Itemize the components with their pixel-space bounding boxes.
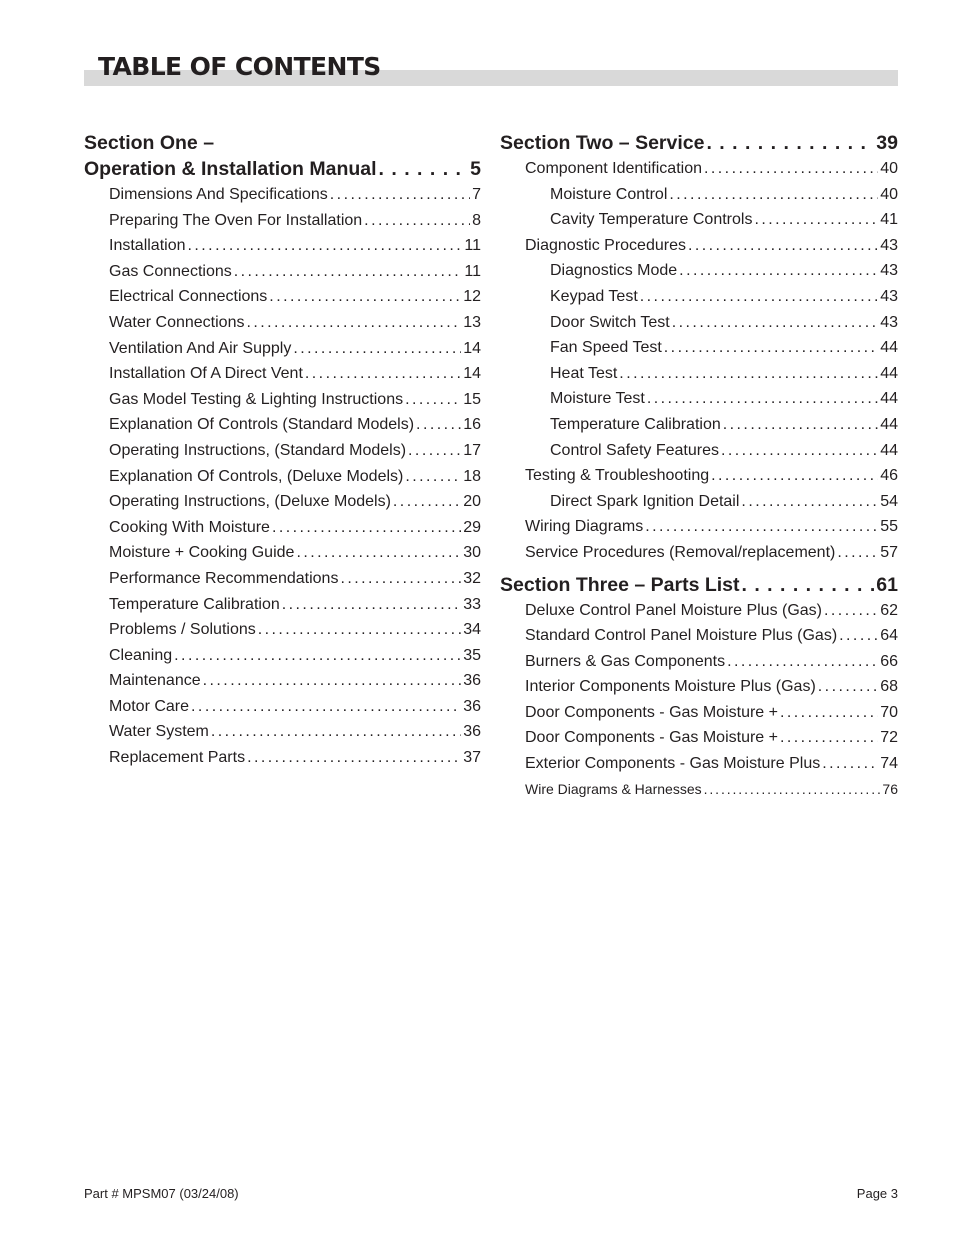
toc-entry-page: 43 bbox=[880, 262, 898, 280]
toc-entry[interactable] bbox=[84, 668, 481, 694]
toc-entry-label: Moisture Control bbox=[550, 185, 668, 203]
toc-entry-page: 54 bbox=[880, 492, 898, 510]
toc-entry[interactable] bbox=[500, 514, 898, 540]
toc-entry-page: 12 bbox=[463, 288, 481, 306]
dot-leader bbox=[664, 335, 878, 361]
toc-entry-page: 34 bbox=[463, 621, 481, 639]
toc-entry-page: 44 bbox=[880, 415, 898, 433]
section-one-heading-line1: Section One – bbox=[84, 132, 215, 154]
toc-entry-label: Motor Care bbox=[109, 697, 190, 715]
dot-leader bbox=[379, 156, 469, 182]
dot-leader bbox=[330, 182, 470, 208]
toc-entry-page: 41 bbox=[880, 211, 898, 229]
dot-leader bbox=[282, 592, 461, 618]
dot-leader bbox=[293, 336, 461, 362]
dot-leader bbox=[211, 719, 461, 745]
toc-entry[interactable] bbox=[84, 464, 481, 490]
dot-leader bbox=[247, 745, 461, 771]
toc-subentry[interactable] bbox=[500, 182, 898, 208]
toc-entry-label: Component Identification bbox=[525, 160, 702, 177]
dot-leader bbox=[706, 130, 874, 156]
toc-entry-label: Electrical Connections bbox=[109, 288, 268, 306]
toc-entry[interactable] bbox=[500, 540, 898, 566]
toc-entry-label: Temperature Calibration bbox=[550, 415, 721, 433]
toc-entry[interactable] bbox=[500, 700, 898, 726]
toc-entry[interactable] bbox=[84, 694, 481, 720]
toc-entry-label: Explanation Of Controls, (Deluxe Models) bbox=[109, 467, 404, 485]
toc-entry-page: 55 bbox=[880, 518, 898, 536]
toc-entry-page: 43 bbox=[880, 313, 898, 331]
section-one-heading[interactable] bbox=[84, 156, 481, 182]
toc-entry-page: 62 bbox=[880, 601, 898, 619]
toc-entry[interactable] bbox=[500, 598, 898, 624]
toc-left-column bbox=[84, 130, 481, 771]
dot-leader bbox=[780, 700, 878, 726]
toc-entry-page: 17 bbox=[463, 441, 481, 459]
dot-leader bbox=[780, 725, 878, 751]
toc-entry[interactable] bbox=[84, 719, 481, 745]
toc-entry-label: Explanation Of Controls (Standard Models) bbox=[109, 416, 415, 434]
dot-leader bbox=[754, 207, 878, 233]
toc-entry-label: Direct Spark Ignition Detail bbox=[550, 492, 740, 510]
toc-entry[interactable] bbox=[84, 233, 481, 259]
toc-entry[interactable] bbox=[84, 438, 481, 464]
toc-subentry[interactable] bbox=[500, 335, 898, 361]
toc-entry-label: Operating Instructions, (Standard Models) bbox=[109, 441, 407, 459]
toc-entry-page: 44 bbox=[880, 364, 898, 382]
section-three-title: Section Three – Parts List bbox=[500, 573, 740, 596]
toc-entry-label: Cavity Temperature Controls bbox=[550, 211, 753, 229]
dot-leader bbox=[619, 361, 878, 387]
toc-entry-page: 64 bbox=[880, 627, 898, 645]
dot-leader bbox=[305, 361, 461, 387]
toc-entry-page: 46 bbox=[880, 467, 898, 485]
dot-leader bbox=[824, 598, 878, 624]
toc-entry-page: 18 bbox=[463, 467, 481, 485]
toc-entry-label: Water System bbox=[109, 723, 209, 741]
toc-entry[interactable] bbox=[500, 777, 898, 803]
toc-entry-page: 36 bbox=[463, 723, 481, 741]
dot-leader bbox=[416, 412, 461, 438]
dot-leader bbox=[688, 233, 878, 259]
toc-entry-label: Deluxe Control Panel Moisture Plus (Gas) bbox=[525, 601, 823, 619]
toc-entry-page: 57 bbox=[880, 543, 898, 561]
toc-entry[interactable] bbox=[500, 674, 898, 700]
dot-leader bbox=[269, 284, 461, 310]
toc-entry-label: Diagnostics Mode bbox=[550, 262, 678, 280]
dot-leader bbox=[704, 777, 881, 803]
toc-entry-page: 43 bbox=[880, 236, 898, 254]
toc-entry-page: 37 bbox=[463, 749, 481, 767]
dot-leader bbox=[704, 156, 878, 182]
toc-entry-label: Gas Model Testing & Lighting Instructions bbox=[109, 390, 404, 408]
toc-entry[interactable] bbox=[84, 208, 481, 234]
toc-entry-label: Preparing The Oven For Installation bbox=[109, 211, 363, 229]
toc-entry-label: Problems / Solutions bbox=[109, 621, 256, 639]
toc-entry-label: Temperature Calibration bbox=[109, 595, 280, 613]
toc-entry-label: Installation bbox=[109, 237, 186, 255]
dot-leader bbox=[174, 643, 461, 669]
toc-entry[interactable] bbox=[84, 515, 481, 541]
dot-leader bbox=[669, 182, 878, 208]
toc-entry-label: Burners & Gas Components bbox=[525, 652, 726, 670]
toc-entry-page: 35 bbox=[463, 646, 481, 664]
toc-entry[interactable] bbox=[500, 156, 898, 182]
toc-entry[interactable] bbox=[500, 233, 898, 259]
toc-entry[interactable] bbox=[500, 751, 898, 777]
toc-entry-label: Gas Connections bbox=[109, 262, 232, 280]
toc-entry-page: 13 bbox=[463, 313, 481, 331]
toc-entry-page: 11 bbox=[464, 262, 481, 280]
toc-entry-label: Standard Control Panel Moisture Plus (Gas) bbox=[525, 627, 838, 645]
dot-leader bbox=[405, 464, 461, 490]
toc-entry-label: Wire Diagrams & Harnesses bbox=[525, 780, 702, 797]
toc-entry-page: 70 bbox=[880, 703, 898, 721]
dot-leader bbox=[839, 623, 878, 649]
dot-leader bbox=[296, 540, 461, 566]
toc-entry-page: 30 bbox=[463, 544, 481, 562]
dot-leader bbox=[672, 310, 878, 336]
toc-entry-label: Wiring Diagrams bbox=[525, 518, 644, 536]
toc-entry[interactable] bbox=[84, 284, 481, 310]
toc-entry-page: 32 bbox=[463, 569, 481, 587]
toc-entry-label: Service Procedures (Removal/replacement) bbox=[525, 543, 836, 561]
toc-entry[interactable] bbox=[84, 336, 481, 362]
dot-leader bbox=[393, 489, 461, 515]
dot-leader bbox=[340, 566, 461, 592]
toc-entry-page: 14 bbox=[463, 365, 481, 383]
toc-subentry[interactable] bbox=[500, 386, 898, 412]
section-two-heading[interactable] bbox=[500, 130, 898, 156]
toc-entry-page: 76 bbox=[882, 780, 898, 797]
dot-leader bbox=[234, 259, 463, 285]
toc-entry-label: Water Connections bbox=[109, 313, 245, 331]
section-one-page: 5 bbox=[470, 158, 481, 180]
toc-entry-page: 43 bbox=[880, 287, 898, 305]
section-three-heading[interactable] bbox=[500, 572, 898, 598]
toc-entry[interactable] bbox=[500, 725, 898, 751]
toc-entry-page: 68 bbox=[880, 678, 898, 696]
toc-entry[interactable] bbox=[84, 566, 481, 592]
toc-subentry[interactable] bbox=[500, 258, 898, 284]
toc-entry-page: 36 bbox=[463, 697, 481, 715]
dot-leader bbox=[741, 489, 878, 515]
dot-leader bbox=[364, 208, 470, 234]
dot-leader bbox=[742, 572, 875, 598]
dot-leader bbox=[679, 258, 878, 284]
toc-right-column bbox=[500, 130, 898, 802]
dot-leader bbox=[723, 412, 878, 438]
dot-leader bbox=[645, 514, 878, 540]
toc-entry-label: Maintenance bbox=[109, 672, 201, 690]
toc-entry[interactable] bbox=[500, 463, 898, 489]
dot-leader bbox=[818, 674, 878, 700]
toc-subentry[interactable] bbox=[500, 438, 898, 464]
toc-entry-page: 40 bbox=[880, 185, 898, 203]
toc-entry-label: Door Switch Test bbox=[550, 313, 670, 331]
toc-subentry[interactable] bbox=[500, 361, 898, 387]
toc-entry[interactable] bbox=[84, 489, 481, 515]
dot-leader bbox=[647, 386, 878, 412]
toc-entry-label: Keypad Test bbox=[550, 287, 638, 305]
page-title: TABLE OF CONTENTS bbox=[98, 52, 381, 81]
toc-subentry[interactable] bbox=[500, 310, 898, 336]
toc-entry-label: Testing & Troubleshooting bbox=[525, 467, 710, 485]
toc-entry-label: Replacement Parts bbox=[109, 749, 246, 767]
toc-entry-label: Interior Components Moisture Plus (Gas) bbox=[525, 678, 816, 696]
dot-leader bbox=[408, 438, 461, 464]
dot-leader bbox=[246, 310, 461, 336]
toc-entry-label: Diagnostic Procedures bbox=[525, 236, 686, 254]
toc-entry-label: Fan Speed Test bbox=[550, 339, 662, 357]
toc-entry[interactable] bbox=[84, 259, 481, 285]
toc-entry-page: 44 bbox=[880, 339, 898, 357]
toc-entry-label: Control Safety Features bbox=[550, 441, 719, 459]
toc-entry[interactable] bbox=[500, 623, 898, 649]
toc-entry-page: 72 bbox=[880, 729, 898, 747]
dot-leader bbox=[405, 387, 461, 413]
toc-entry-page: 29 bbox=[463, 518, 481, 536]
toc-entry-page: 16 bbox=[463, 416, 481, 434]
toc-entry[interactable] bbox=[84, 617, 481, 643]
toc-entry-label: Performance Recommendations bbox=[109, 569, 339, 587]
toc-entry[interactable] bbox=[84, 592, 481, 618]
toc-entry[interactable] bbox=[84, 643, 481, 669]
dot-leader bbox=[191, 694, 461, 720]
toc-entry-label: Moisture + Cooking Guide bbox=[109, 544, 295, 562]
toc-subentry[interactable] bbox=[500, 412, 898, 438]
dot-leader bbox=[822, 751, 878, 777]
footer-page-number: Page 3 bbox=[856, 1186, 898, 1201]
footer-part-number: Part # MPSM07 (03/24/08) bbox=[84, 1186, 239, 1201]
toc-entry[interactable] bbox=[500, 649, 898, 675]
toc-entry-page: 20 bbox=[463, 493, 481, 511]
toc-entry-label: Installation Of A Direct Vent bbox=[109, 365, 303, 383]
toc-entry-page: 33 bbox=[463, 595, 481, 613]
toc-entry[interactable] bbox=[84, 182, 481, 208]
toc-entry-page: 74 bbox=[880, 755, 898, 773]
toc-entry-page: 40 bbox=[880, 160, 898, 177]
toc-entry-page: 36 bbox=[463, 672, 481, 690]
dot-leader bbox=[837, 540, 878, 566]
toc-entry-label: Cooking With Moisture bbox=[109, 518, 270, 536]
toc-entry-label: Cleaning bbox=[109, 646, 173, 664]
toc-entry[interactable] bbox=[84, 540, 481, 566]
section-three-page: 61 bbox=[876, 573, 898, 596]
toc-entry-page: 8 bbox=[472, 211, 481, 229]
section-two-title: Section Two – Service bbox=[500, 132, 705, 154]
toc-entry-page: 14 bbox=[463, 339, 481, 357]
dot-leader bbox=[203, 668, 462, 694]
toc-entry-label: Exterior Components - Gas Moisture Plus bbox=[525, 755, 821, 773]
toc-entry-page: 44 bbox=[880, 441, 898, 459]
toc-subentry[interactable] bbox=[500, 489, 898, 515]
dot-leader bbox=[640, 284, 878, 310]
toc-entry-page: 66 bbox=[880, 652, 898, 670]
toc-entry-label: Door Components - Gas Moisture + bbox=[525, 729, 778, 747]
dot-leader bbox=[727, 649, 878, 675]
toc-entry-label: Dimensions And Specifications bbox=[109, 186, 328, 203]
toc-entry-page: 15 bbox=[463, 390, 481, 408]
dot-leader bbox=[272, 515, 461, 541]
toc-entry[interactable] bbox=[84, 310, 481, 336]
toc-entry-page: 7 bbox=[472, 186, 481, 203]
dot-leader bbox=[721, 438, 878, 464]
toc-entry-label: Moisture Test bbox=[550, 390, 645, 408]
toc-entry[interactable] bbox=[84, 745, 481, 771]
toc-entry-page: 44 bbox=[880, 390, 898, 408]
toc-entry-label: Ventilation And Air Supply bbox=[109, 339, 292, 357]
toc-entry-label: Door Components - Gas Moisture + bbox=[525, 703, 778, 721]
toc-entry-page: 11 bbox=[464, 237, 481, 255]
toc-entry[interactable] bbox=[84, 387, 481, 413]
toc-entry[interactable] bbox=[84, 361, 481, 387]
dot-leader bbox=[188, 233, 463, 259]
toc-entry-label: Operating Instructions, (Deluxe Models) bbox=[109, 493, 391, 511]
toc-subentry[interactable] bbox=[500, 284, 898, 310]
section-two-page: 39 bbox=[876, 132, 898, 154]
toc-entry-label: Heat Test bbox=[550, 364, 618, 382]
section-one-title: Operation & Installation Manual bbox=[84, 158, 377, 180]
toc-entry[interactable] bbox=[84, 412, 481, 438]
dot-leader bbox=[258, 617, 461, 643]
toc-subentry[interactable] bbox=[500, 207, 898, 233]
dot-leader bbox=[711, 463, 878, 489]
